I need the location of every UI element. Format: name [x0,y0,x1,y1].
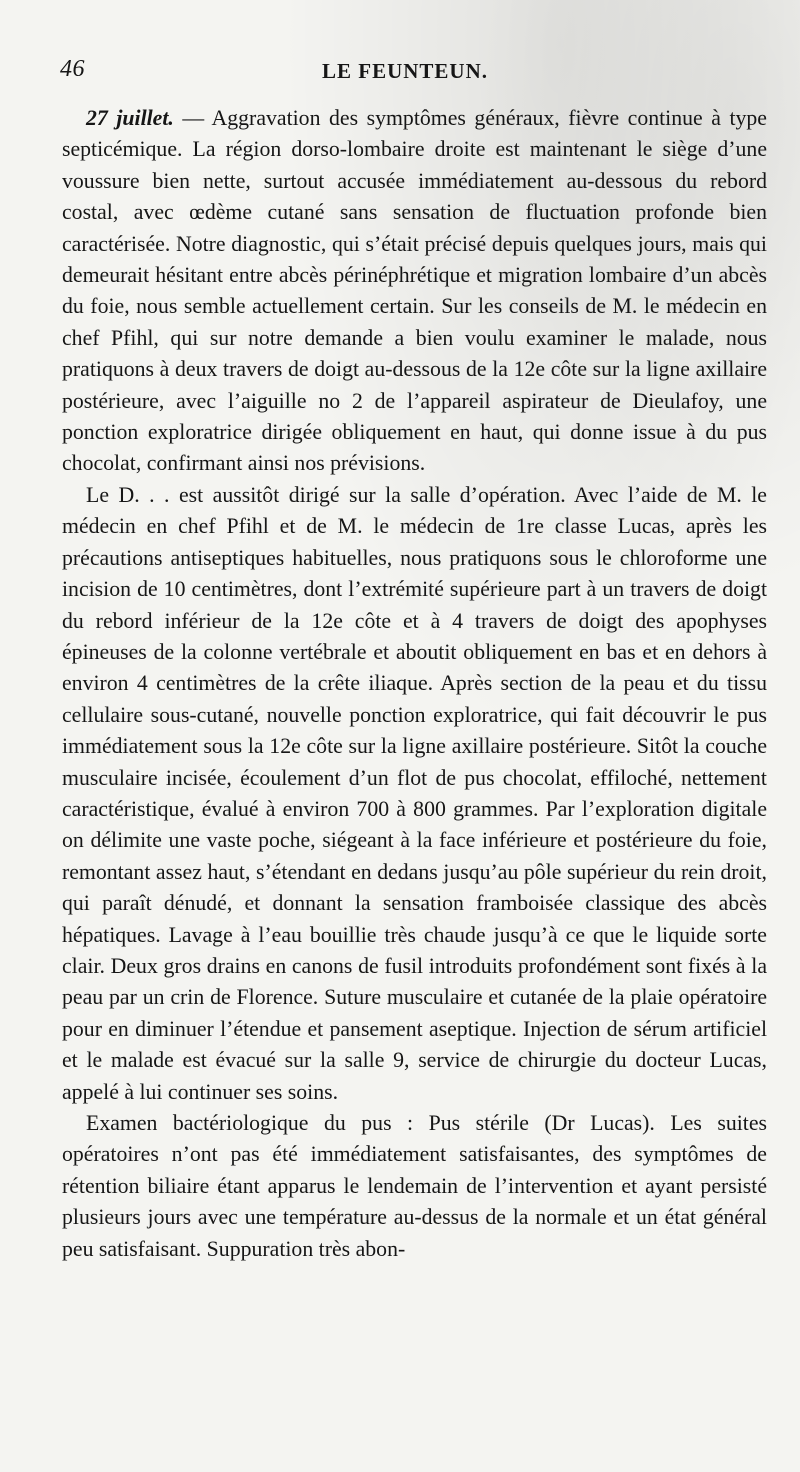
page-number: 46 [60,56,85,82]
running-title: LE FEUNTEUN. [321,59,489,83]
page-body [62,103,767,1265]
entry-date: 27 juillet. [86,106,174,130]
paragraph-3: Examen bactériologique du pus : Pus stérile (Dr Lucas). Les suites opératoires n’ont pas été immédiatement satisfaisantes, des symptômes de rétention biliaire étant apparus le lendemain de l’intervention et ayant persisté plusieurs jours avec une température au-dessus de la normale et un état général peu satisfaisant. Suppuration très abon- [62,1111,767,1261]
page-header [60,56,750,92]
paragraph-1 [62,103,767,480]
paragraph-2: Le D. . . est aussitôt dirigé sur la salle d’opération. Avec l’aide de M. le médecin en chef Pfihl et de M. le médecin de 1re classe Lucas, après les précautions antiseptiques habituelles, nous pratiquons sous le chloroforme une incision de 10 centimètres, dont l’extrémité supérieure part à un travers de doigt du rebord inférieur de la 12e côte et à 4 travers de doigt des apophyses épineuses de la colonne vertébrale et aboutit obliquement en bas et en dehors à environ 4 centimètres de la crête iliaque. Après section de la peau et du tissu cellulaire sous-cutané, nouvelle ponction exploratrice, qui fait découvrir le pus immédiatement sous la 12e côte sur la ligne axillaire postérieure. Sitôt la couche musculaire incisée, écoulement d’un flot de pus chocolat, effiloché, nettement caractéristique, évalué à environ 700 à 800 grammes. Par l’exploration digitale on délimite une vaste poche, siégeant à la face inférieure et postérieure du foie, remontant assez haut, s’étendant en dedans jusqu’au pôle supérieur du rein droit, qui paraît dénudé, et donnant la sensation framboisée classique des abcès hépatiques. Lavage à l’eau bouillie très chaude jusqu’à ce que le liquide sorte clair. Deux gros drains en canons de fusil introduits profondément sont fixés à la peau par un crin de Florence. Suture musculaire et cutanée de la plaie opératoire pour en diminuer l’étendue et pansement aseptique. Injection de sérum artificiel et le malade est évacué sur la salle 9, service de chirurgie du docteur Lucas, appelé à lui continuer ses soins. [62,482,767,1104]
paragraph-1-text: — Aggravation des symptômes généraux, fièvre continue à type septicémique. La région dorso-lombaire droite est maintenant le siège d’une voussure bien nette, surtout accusée immédiatement au-dessous du rebord costal, avec œdème cutané sans sensation de fluctuation profonde bien caractérisée. Notre diagnostic, qui s’était précisé depuis quelques jours, mais qui demeurait hésitant entre abcès périnéphrétique et migration lombaire d’un abcès du foie, nous semble actuellement certain. Sur les conseils de M. le médecin en chef Pfihl, qui sur notre demande a bien voulu examiner le malade, nous pratiquons à deux travers de doigt au-dessous de la 12e côte sur la ligne axillaire postérieure, avec l’aiguille no 2 de l’appareil aspirateur de Dieulafoy, une ponction exploratrice dirigée obliquement en haut, qui donne issue à du pus chocolat, confirmant ainsi nos prévisions. [62,106,767,476]
